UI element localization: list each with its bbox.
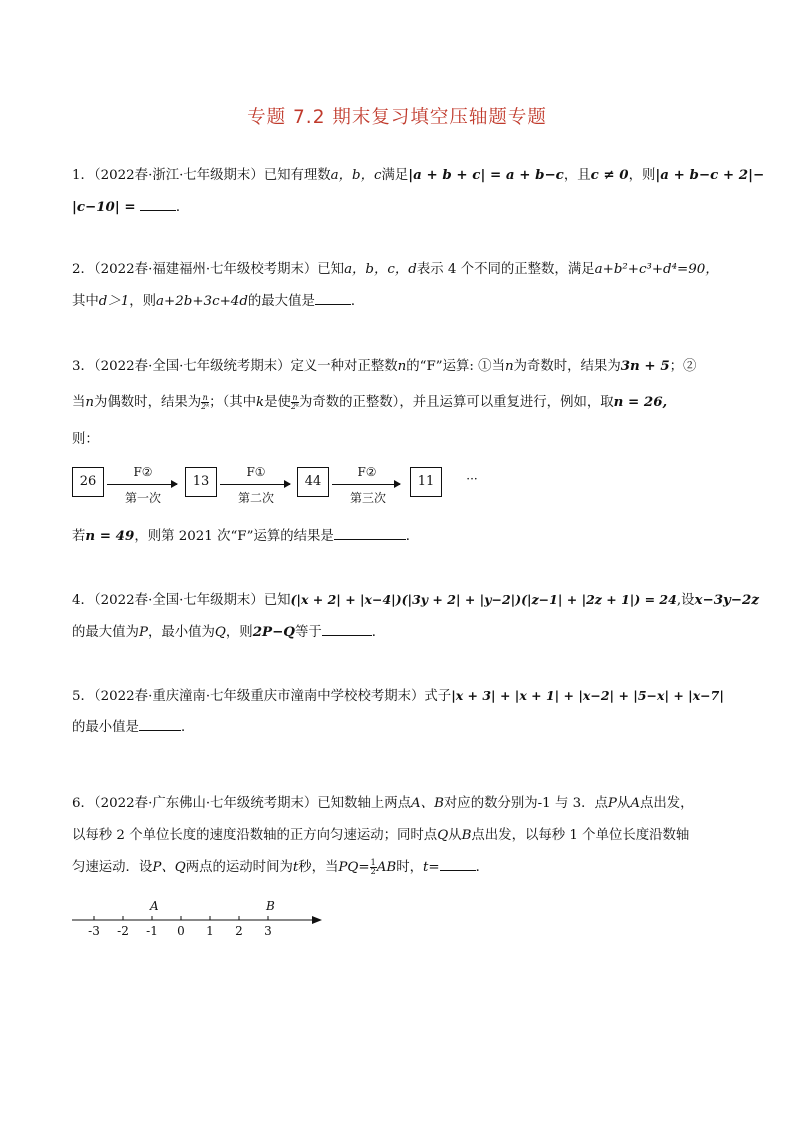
q2-equation: a+b²+c³+d⁴=90， [594, 262, 719, 277]
q5-line2 [72, 718, 194, 738]
flow-arrow-1 [107, 484, 177, 485]
q2-source: 2．（2022春·福建福州·七年级校考期末）已知 [72, 262, 345, 277]
q5-line1 [72, 686, 724, 707]
q1-condition: |a + b + c| = a + b−c [408, 167, 564, 183]
q6-source: 6．（2022春·广东佛山·七年级统考期末）已知数轴上两点 [72, 796, 412, 811]
q3-frac-num: n [292, 393, 298, 402]
q6-line3 [72, 858, 489, 878]
q6-text: 以每秒 2 个单位长度的速度沿数轴的正方向匀速运动；同时点 [72, 828, 438, 843]
q6-var-t: t [292, 860, 299, 875]
q6-fraction [370, 859, 377, 876]
q3-line4 [72, 526, 419, 547]
q3-frac-den: 2ᵏ [290, 402, 299, 411]
q1-text: 满足 [381, 168, 409, 183]
q6-text: 点出发，以每秒 1 个单位长度沿数轴 [471, 828, 690, 843]
q5-source: 5．（2022春·重庆潼南·七年级重庆市潼南中学校校考期末）式子 [72, 689, 452, 704]
q2-period: ． [350, 294, 365, 309]
q3-text: 当 [72, 395, 86, 410]
q3-text: 为奇数的正整数），并且运算可以重复进行，例如，取 [298, 395, 614, 410]
q1-vars: a，b，c [330, 168, 382, 183]
q3-line1 [72, 356, 696, 377]
q4-answer-blank[interactable] [322, 623, 372, 636]
tick-label: 3 [264, 924, 272, 938]
q4-text: 的最大值为 [72, 625, 139, 640]
q5-expression: |x + 3| + |x + 1| + |x−2| + |5−x| + |x−7| [451, 688, 724, 703]
q6-text: = [428, 860, 440, 875]
q3-text: ，则第 2021 次“F”运算的结果是 [134, 529, 334, 544]
q2-text: 表示 4 个不同的正整数，满足 [416, 262, 595, 277]
q1-condition2: c ≠ 0 [590, 167, 629, 183]
q4-text: 等于 [294, 625, 322, 640]
q3-fraction [291, 394, 299, 411]
tick-label: 0 [177, 924, 185, 938]
flow-arrow-2 [220, 484, 290, 485]
q1-answer-blank[interactable] [140, 198, 176, 211]
flow-op-1: F② [133, 465, 153, 479]
q2-expression: a+2b+3c+4d [156, 294, 248, 309]
q1-expression2: |c−10| = [72, 199, 136, 215]
q1-expression: |a + b−c + 2|− [655, 167, 765, 183]
q1-text: ，则 [628, 168, 656, 183]
q3-text: 的“F”运算: ①当 [406, 359, 505, 374]
q2-text: 其中 [72, 294, 99, 309]
tick-label: -2 [117, 924, 129, 938]
q4-result-expr: 2P−Q [252, 624, 295, 640]
q4-text: ，最小值为 [147, 625, 215, 640]
q2-text: ，则 [129, 294, 157, 309]
q2-answer-blank[interactable] [315, 292, 351, 305]
q3-text: 为奇数时，结果为 [513, 359, 621, 374]
q4-text: ,设 [676, 593, 695, 608]
q3-text: 为偶数时，结果为 [94, 395, 202, 410]
q3-text: 是使 [264, 395, 291, 410]
flow-op-2: F① [246, 465, 266, 479]
q4-line1 [72, 590, 759, 611]
q4-equation: (|x + 2| + |x−4|)(|3y + 2| + |y−2|)(|z−1| + |2z + 1|) = 24 [290, 592, 677, 607]
q6-var-P: P [607, 796, 617, 811]
q2-line2 [72, 292, 364, 312]
tick-label: -3 [88, 924, 100, 938]
q3-var-k: k [256, 395, 265, 410]
q6-points: P、Q [152, 860, 186, 875]
q6-frac-den: 2 [370, 867, 376, 876]
q3-source: 3．（2022春·全国·七年级统考期末）定义一种对正整数 [72, 359, 398, 374]
page-title: 专题 7.2 期末复习填空压轴题专题 [247, 107, 547, 128]
q4-var-P: P [138, 625, 148, 640]
q6-frac-num: 1 [370, 858, 376, 867]
flow-box-4: 11 [410, 467, 442, 497]
q1-source: 1．（2022春·浙江·七年级期末）已知有理数 [72, 168, 331, 183]
tick-label: 1 [206, 924, 214, 938]
q3-text: ；（其中 [209, 395, 257, 410]
q3-line2 [72, 392, 667, 413]
q5-text: 的最小值是 [72, 720, 139, 735]
tick-label: -1 [146, 924, 158, 938]
q6-condition-left: PQ= [338, 860, 370, 875]
q4-text: ，则 [225, 625, 253, 640]
q6-period: ． [475, 860, 490, 875]
q6-text: 时， [396, 860, 424, 875]
q6-text: 从 [448, 828, 462, 843]
q6-var-A: A [630, 796, 640, 811]
q3-frac-den: 2ᵏ [201, 402, 210, 411]
q3-var-n: n [397, 359, 407, 374]
point-B-label: B [266, 899, 275, 913]
q4-expression: x−3y−2z [694, 592, 759, 608]
q4-period: ． [371, 625, 386, 640]
flow-step-3: 第三次 [349, 491, 386, 505]
q6-text: 对应的数分别为-1 与 3．点 [443, 796, 608, 811]
q6-text: 秒，当 [298, 860, 339, 875]
q3-text: 则： [72, 432, 99, 447]
q6-text: 匀速运动．设 [72, 860, 153, 875]
q1-text: ，且 [563, 168, 591, 183]
q4-source: 4．（2022春·全国·七年级期末）已知 [72, 593, 291, 608]
q2-vars: a，b，c，d [344, 262, 417, 277]
point-A-label: A [150, 899, 159, 913]
q5-period: ． [180, 720, 195, 735]
q4-line2 [72, 622, 385, 643]
q6-text: 点出发， [639, 796, 694, 811]
q6-points: A、B [411, 796, 444, 811]
q3-var-n: n [504, 359, 514, 374]
q6-text: 从 [616, 796, 631, 811]
q3-var-n: n [85, 395, 95, 410]
q2-text: 的最大值是 [247, 294, 315, 309]
q3-text: ；② [669, 359, 697, 374]
q6-line1 [72, 794, 694, 814]
q3-period: ． [405, 529, 420, 544]
q4-var-Q: Q [214, 625, 226, 640]
q1-line2 [72, 197, 189, 218]
q3-condition: n = 49 [85, 528, 135, 544]
q3-fraction [201, 394, 209, 411]
flow-ellipsis: ··· [466, 472, 478, 486]
q3-line3 [72, 430, 99, 450]
q1-line1 [72, 165, 764, 186]
q1-period: ． [175, 200, 190, 215]
flow-op-3: F② [357, 465, 377, 479]
q6-text: 两点的运动时间为 [185, 860, 293, 875]
flow-box-2: 13 [185, 467, 217, 497]
q6-line2 [72, 826, 689, 846]
q6-var-B: B [461, 828, 472, 843]
flow-box-1: 26 [72, 467, 104, 497]
q6-answer-blank[interactable] [440, 858, 476, 871]
q3-example: n = 26, [613, 394, 668, 410]
q3-answer-blank[interactable] [334, 527, 406, 540]
flow-arrow-3 [332, 484, 400, 485]
q3-text: 若 [72, 529, 86, 544]
q2-line1 [72, 260, 719, 280]
q3-odd-rule: 3n + 5 [620, 358, 670, 374]
q5-answer-blank[interactable] [139, 718, 181, 731]
tick-label: 2 [235, 924, 243, 938]
q3-frac-num: n [202, 393, 208, 402]
q2-condition: d＞1 [98, 294, 130, 309]
flow-step-2: 第二次 [237, 491, 274, 505]
q6-var-Q: Q [437, 828, 449, 843]
q6-var-t: t [423, 860, 429, 875]
q6-condition-right: AB [376, 860, 397, 875]
flow-step-1: 第一次 [124, 491, 161, 505]
flow-box-3: 44 [297, 467, 329, 497]
